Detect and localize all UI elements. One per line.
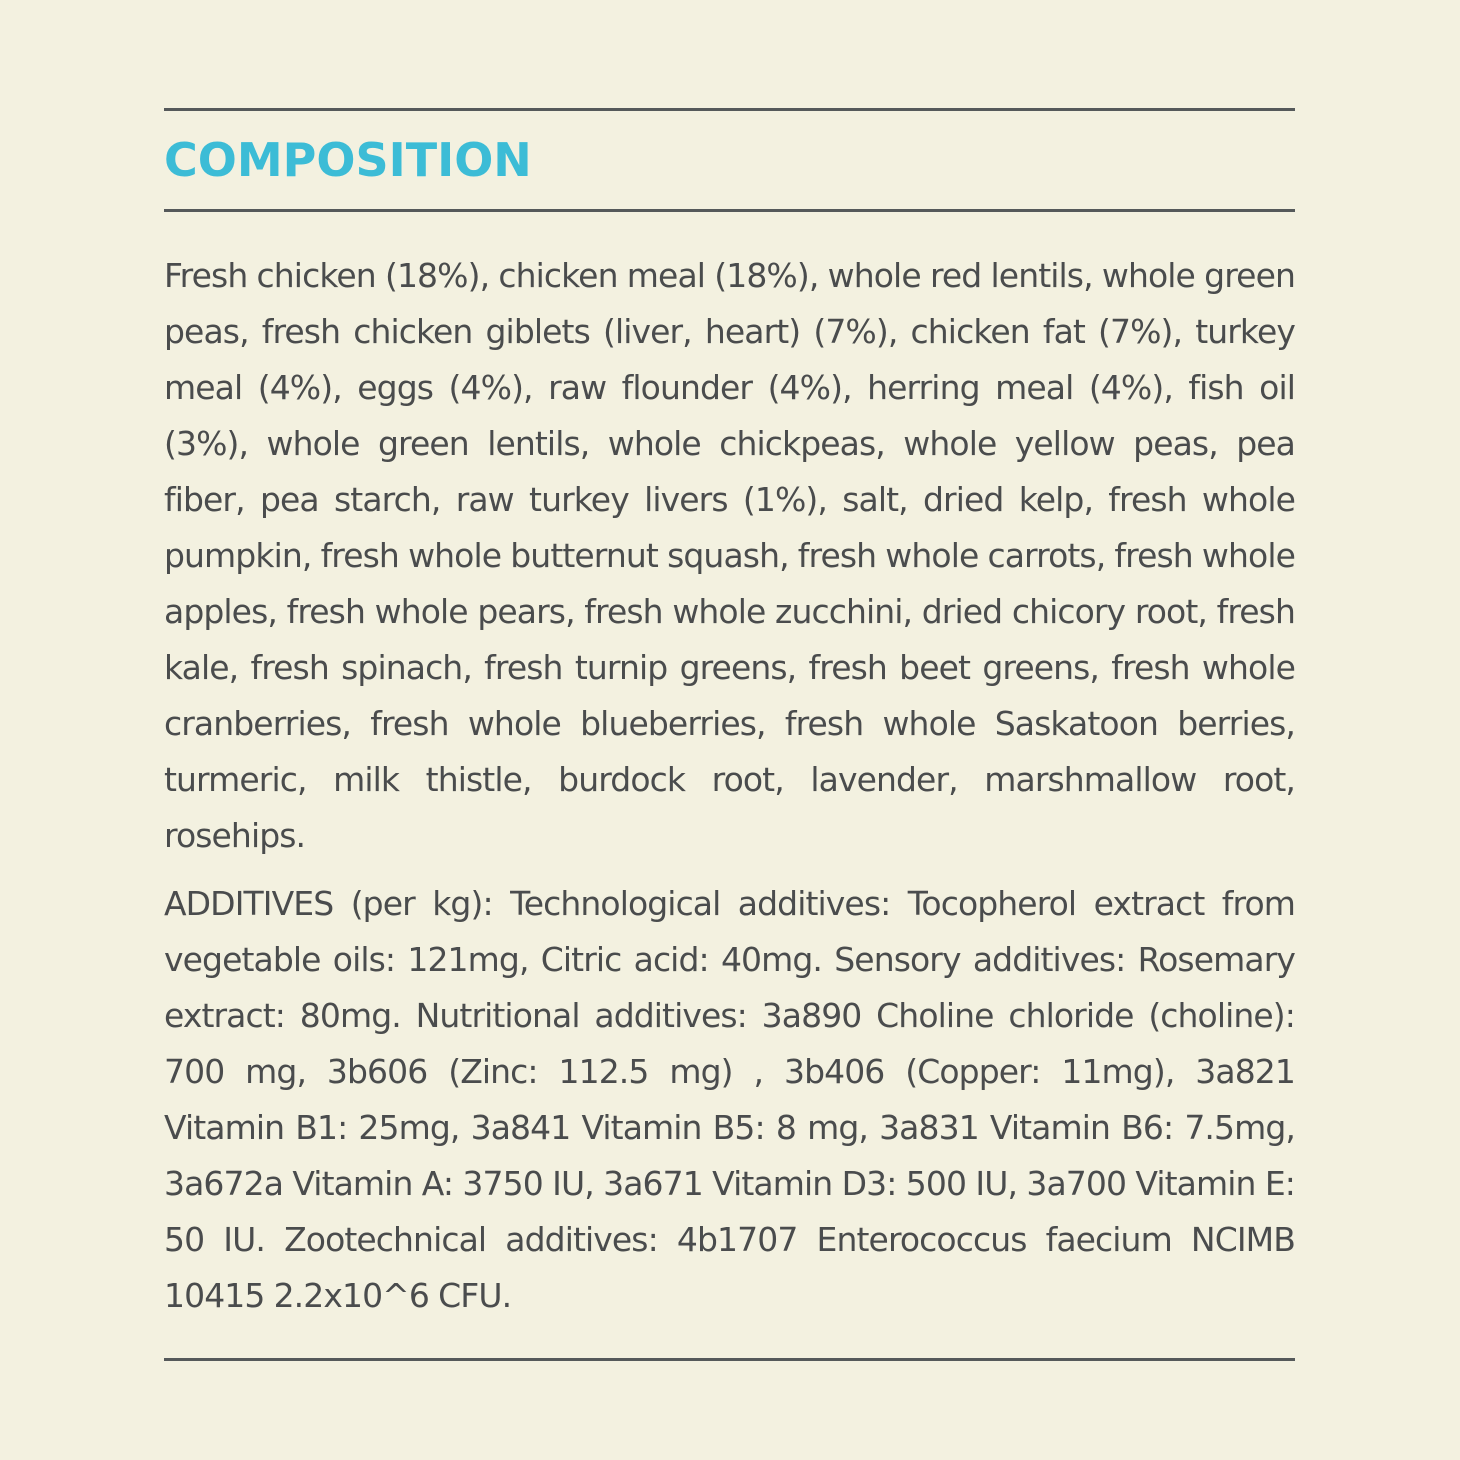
- heading-row: [164, 111, 1295, 209]
- additives-text: ADDITIVES (per kg): Technological additives: Tocopherol extract from vegetable oils: 121mg, Citric acid: 40mg. Sensory additives: Rosemary extract: 80mg. Nutritional additives: 3a890 Choline chloride (choline): 700 mg, 3b606 (Zinc: 112.5 mg) , 3b406 (Copper: 11mg), 3a821 Vitamin B1: 25mg, 3a841 Vitamin B5: 8 mg, 3a831 Vitamin B6: 7.5mg, 3a672a Vitamin A: 3750 IU, 3a671 Vitamin D3: 500 IU, 3a700 Vitamin E: 50 IU. Zootechnical additives: 4b1707 Enterococcus faecium NCIMB 10415 2.2x10^6 CFU.: [164, 884, 1295, 1315]
- bottom-divider: [164, 1358, 1295, 1361]
- title-divider: [164, 209, 1295, 212]
- ingredients-text: Fresh chicken (18%), chicken meal (18%), whole red lentils, whole green peas, fresh chicken giblets (liver, heart) (7%), chicken fat (7%), turkey meal (4%), eggs (4%), raw flounder (4%), herring meal (4%), fish oil (3%), whole green lentils, whole chickpeas, whole yellow peas, pea fiber, pea starch, raw turkey livers (1%), salt, dried kelp, fresh whole pumpkin, fresh whole butternut squash, fresh whole carrots, fresh whole apples, fresh whole pears, fresh whole zucchini, dried chicory root, fresh kale, fresh spinach, fresh turnip greens, fresh beet greens, fresh whole cranberries, fresh whole blueberries, fresh whole Saskatoon berries, turmeric, milk thistle, burdock root, lavender, marshmallow root, rosehips.: [164, 256, 1295, 855]
- section-title: COMPOSITION: [164, 133, 532, 187]
- composition-panel: [164, 108, 1295, 1361]
